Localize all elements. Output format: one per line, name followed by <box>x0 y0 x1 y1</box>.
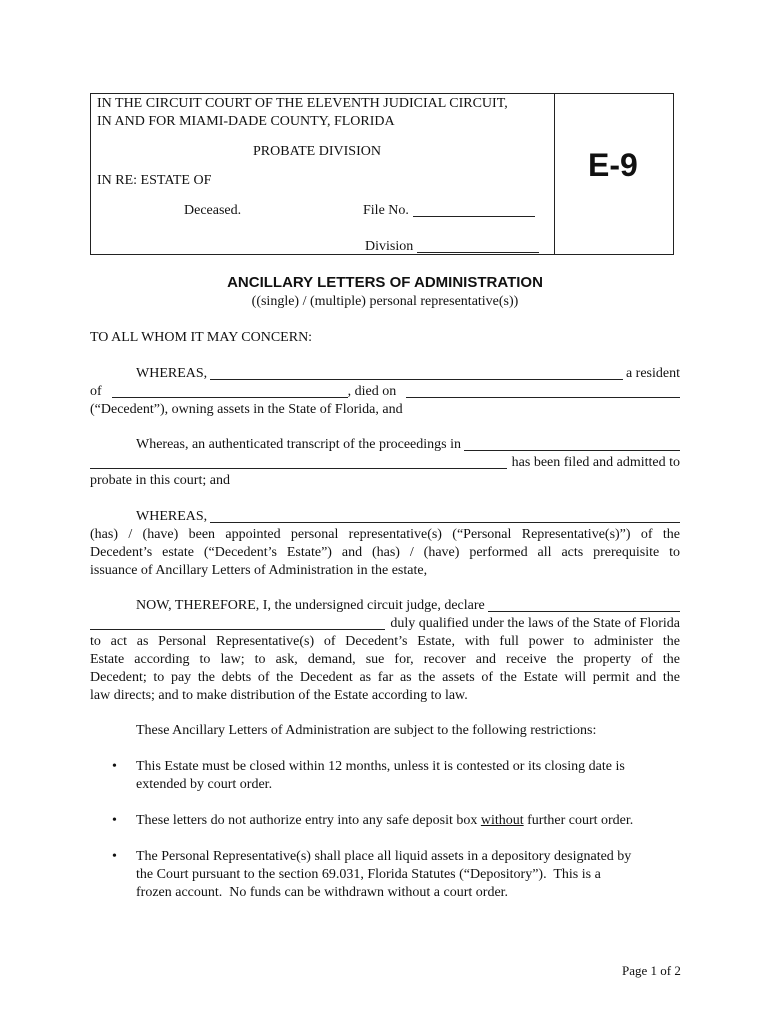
form-number: E-9 <box>588 147 638 183</box>
para1-line2 <box>90 383 680 401</box>
restrictions-intro: These Ancillary Letters of Administration are subject to the following restrictions: <box>136 723 597 738</box>
division-label: Division <box>365 239 414 254</box>
deceased-label: Deceased. <box>184 203 242 218</box>
declared-representative-blank[interactable] <box>488 597 680 612</box>
salutation: TO ALL WHOM IT MAY CONCERN: <box>90 330 313 345</box>
date-of-death-blank[interactable] <box>406 383 680 398</box>
court-name-line-2: IN AND FOR MIAMI-DADE COUNTY, FLORIDA <box>97 114 395 129</box>
restriction-3 <box>136 848 676 902</box>
restriction-3-line2: the Court pursuant to the section 69.031, Florida Statutes (“Depository”). This is a <box>136 867 601 882</box>
para1-a-resident: a resident <box>625 366 680 381</box>
para2-line2 <box>90 454 680 472</box>
document-title: ANCILLARY LETTERS OF ADMINISTRATION <box>227 274 543 291</box>
page-number: Page 1 of 2 <box>622 963 681 978</box>
restriction-2-post: further court order. <box>523 813 634 828</box>
bullet-1-icon: • <box>112 759 117 774</box>
para4-duly-qualified: duly qualified under the laws of the State of Florida <box>390 616 680 631</box>
probate-division-label: PROBATE DIVISION <box>253 144 381 159</box>
para4-line2 <box>90 615 680 633</box>
restriction-3-line1: The Personal Representative(s) shall place all liquid assets in a depository designated by <box>136 849 632 864</box>
para4-line1 <box>90 597 680 615</box>
para1-line1 <box>90 365 680 383</box>
para2-text: Whereas, an authenticated transcript of the proceedings in <box>136 437 461 452</box>
restriction-2-pre: These letters do not authorize entry into any safe deposit box <box>136 813 481 828</box>
para4-line5: Decedent; to pay the debts of the Decedent as far as the assets of the Estate will permit and the <box>90 670 680 685</box>
restriction-2-underlined: without <box>480 813 524 828</box>
decedent-name-blank[interactable] <box>210 365 623 380</box>
proceedings-location-blank-2[interactable] <box>90 454 507 469</box>
para3-whereas: WHEREAS, <box>136 509 208 524</box>
division-blank[interactable] <box>417 238 539 253</box>
proceedings-location-blank[interactable] <box>464 436 680 451</box>
restriction-1-line2: extended by court order. <box>136 777 273 792</box>
residence-blank[interactable] <box>112 383 348 398</box>
case-caption-box <box>90 93 674 255</box>
para4-now-therefore: NOW, THEREFORE, I, the undersigned circuit judge, declare <box>136 598 485 613</box>
division-field[interactable] <box>365 238 539 256</box>
personal-representative-name-blank[interactable] <box>210 508 680 523</box>
para2-line1 <box>90 436 680 454</box>
para2-filed-admitted: has been filed and admitted to <box>511 455 680 470</box>
restriction-3-line3: frozen account. No funds can be withdrawn without a court order. <box>136 885 509 900</box>
para3-line4: issuance of Ancillary Letters of Administration in the estate, <box>90 563 428 578</box>
document-subtitle: ((single) / (multiple) personal representative(s)) <box>251 294 519 309</box>
para1-line3: (“Decedent”), owning assets in the State of Florida, and <box>90 402 403 417</box>
file-number-field[interactable] <box>363 202 535 220</box>
in-re-estate-label: IN RE: ESTATE OF <box>97 173 212 188</box>
para4-line6: law directs; and to make distribution of the Estate according to law. <box>90 688 468 703</box>
file-number-label: File No. <box>363 203 409 218</box>
para2-line3: probate in this court; and <box>90 473 230 488</box>
bullet-3-icon: • <box>112 849 117 864</box>
para1-whereas: WHEREAS, <box>136 366 208 381</box>
file-number-blank[interactable] <box>413 202 535 217</box>
para4-line3: to act as Personal Representative(s) of Decedent’s Estate, with full power to administer the <box>90 634 680 649</box>
para3-line2: (has) / (have) been appointed personal representative(s) (“Personal Representative(s)”) of the <box>90 527 680 542</box>
restriction-1 <box>136 758 676 794</box>
para1-of: of <box>90 384 102 399</box>
declared-representative-blank-2[interactable] <box>90 615 385 630</box>
para3-line1 <box>90 508 680 526</box>
para3-line3: Decedent’s estate (“Decedent’s Estate”) and (has) / (have) performed all acts prerequisite to <box>90 545 680 560</box>
para1-died-on: , died on <box>347 384 397 399</box>
bullet-2-icon: • <box>112 813 117 828</box>
restriction-1-line1: This Estate must be closed within 12 months, unless it is contested or its closing date is <box>136 759 625 774</box>
restriction-2 <box>136 812 676 830</box>
court-name-line-1: IN THE CIRCUIT COURT OF THE ELEVENTH JUDICIAL CIRCUIT, <box>97 96 508 111</box>
para4-line4: Estate according to law; to ask, demand, sue for, recover and receive the property of the <box>90 652 680 667</box>
caption-divider <box>554 94 555 254</box>
